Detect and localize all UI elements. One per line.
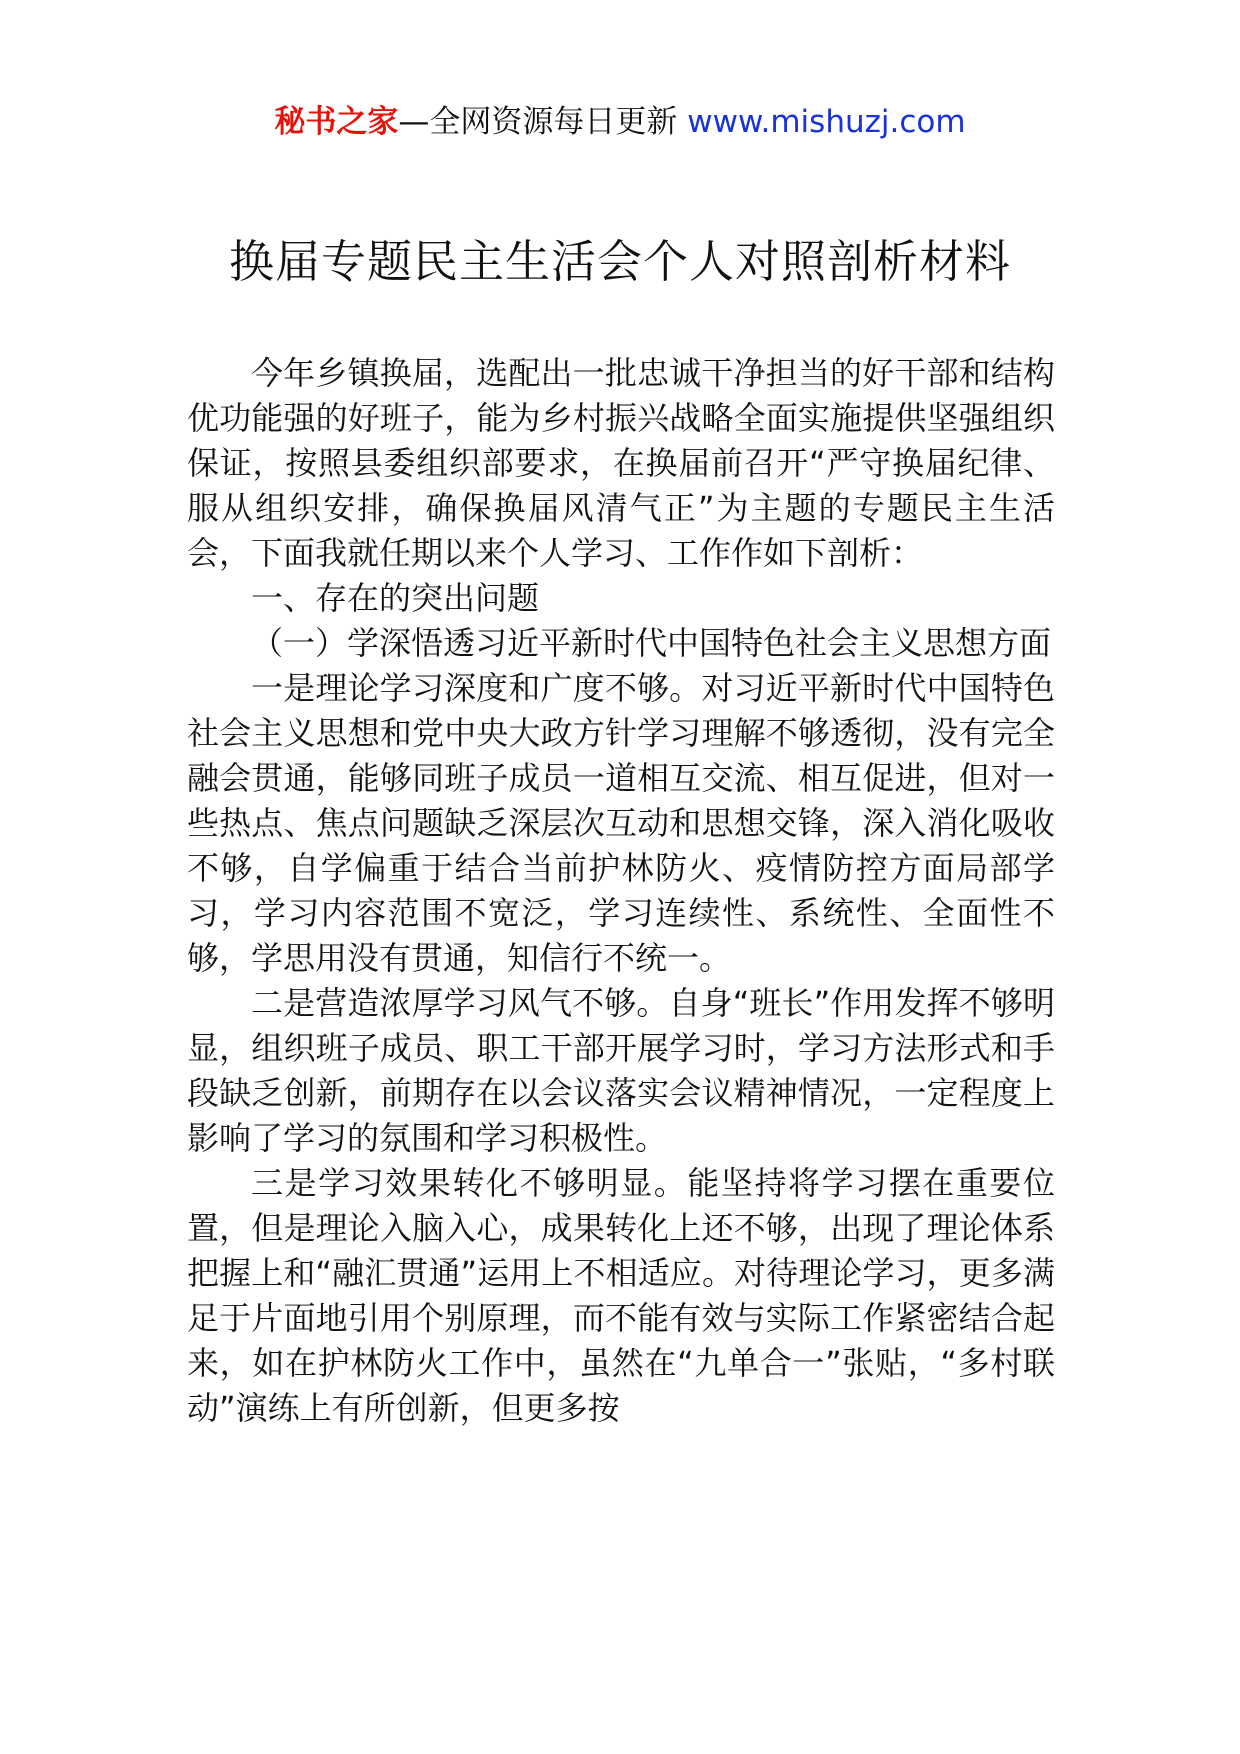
document-title: 换届专题民主生活会个人对照剖析材料 xyxy=(228,235,1011,288)
body-paragraph: 三是学习效果转化不够明显。能坚持将学习摆在重要位置，但是理论入脑入心，成果转化上还不够，出现了理论体系把握上和“融汇贯通”运用上不相适应。对待理论学习，更多满足于片面地引用个别原理，而不能有效与实际工作紧密结合起来，如在护林防火工作中，虽然在“九单合一”张贴，“多村联动”演练上有所创新，但更多按 xyxy=(187,1164,1055,1427)
intro-paragraph: 今年乡镇换届，选配出一批忠诚干净担当的好干部和结构优功能强的好班子，能为乡村振兴战略全面实施提供坚强组织保证，按照县委组织部要求，在换届前召开“严守换届纪律、服从组织安排，确保换届风清气正”为主题的专题民主生活会，下面我就任期以来个人学习、工作作如下剖析： xyxy=(187,354,1055,572)
site-brand: 秘书之家 xyxy=(274,104,399,140)
body-paragraph: 二是营造浓厚学习风气不够。自身“班长”作用发挥不够明显，组织班子成员、职工干部开展学习时，学习方法形式和手段缺乏创新，前期存在以会议落实会议精神情况，一定程度上影响了学习的氛围和学习积极性。 xyxy=(187,984,1055,1157)
site-tagline: —全网资源每日更新 xyxy=(398,104,678,140)
subsection-heading: （一）学深悟透习近平新时代中国特色社会主义思想方面 xyxy=(251,624,1052,662)
site-header xyxy=(0,100,1240,144)
body-paragraph: 一是理论学习深度和广度不够。对习近平新时代中国特色社会主义思想和党中央大政方针学习理解不够透彻，没有完全融会贯通，能够同班子成员一道相互交流、相互促进，但对一些热点、焦点问题缺乏深层次互动和思想交锋，深入消化吸收不够，自学偏重于结合当前护林防火、疫情防控方面局部学习，学习内容范围不宽泛，学习连续性、系统性、全面性不够，学思用没有贯通，知信行不统一。 xyxy=(187,669,1055,977)
document-body xyxy=(187,351,1055,1431)
section-heading: 一、存在的突出问题 xyxy=(251,579,540,617)
site-url-link[interactable]: www.mishuzj.com xyxy=(687,104,966,140)
